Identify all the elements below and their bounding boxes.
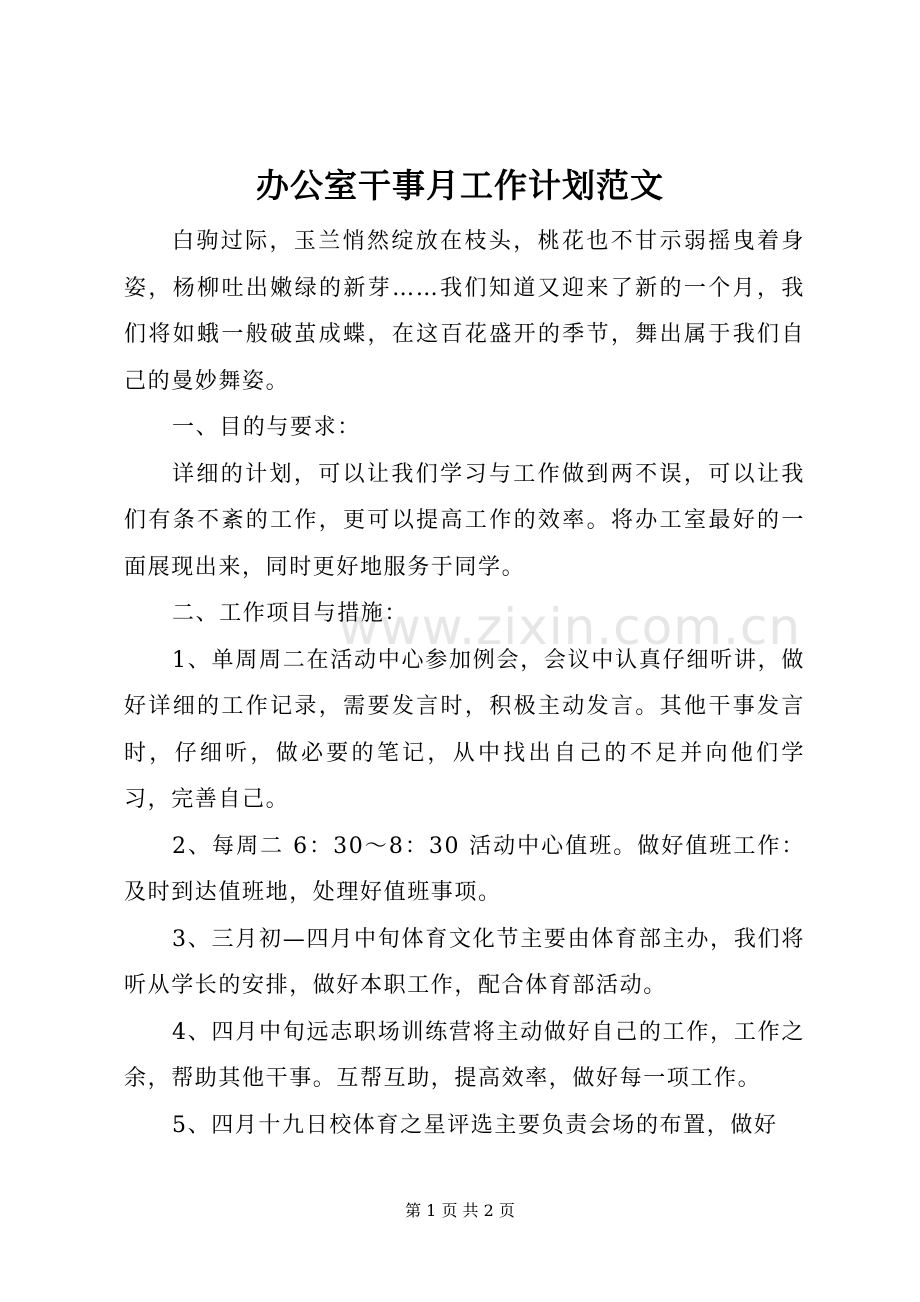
watermark: www.zixin.com.cn <box>338 598 802 656</box>
list-item-1: 1、单周周二在活动中心参加例会，会议中认真仔细听讲，做好详细的工作记录，需要发言时，积极主动发言。其他干事发言时，仔细听，做必要的笔记，从中找出自己的不足并向他们学习，完善自己。 <box>124 647 805 812</box>
section-heading-goals: 一、目的与要求： <box>172 415 361 440</box>
section-heading-measures: 二、工作项目与措施： <box>172 601 409 626</box>
page-footer: 第 1 页 共 2 页 <box>405 1201 515 1220</box>
document-title: 办公室干事月工作计划范文 <box>256 166 664 205</box>
list-item-3: 3、三月初—四月中旬体育文化节主要由体育部主办，我们将听从学长的安排，做好本职工作，配合体育部活动。 <box>124 926 805 998</box>
list-item-5: 5、四月十九日校体育之星评选主要负责会场的布置，做好 <box>172 1112 778 1138</box>
paragraph-goals: 详细的计划，可以让我们学习与工作做到两不误，可以让我们有条不紊的工作，更可以提高工作的效率。将办工室最好的一面展现出来，同时更好地服务于同学。 <box>124 461 805 580</box>
list-item-4: 4、四月中旬远志职场训练营将主动做好自己的工作，工作之余，帮助其他干事。互帮互助，提高效率，做好每一项工作。 <box>124 1019 805 1091</box>
document-body <box>124 219 805 1149</box>
list-item-2: 2、每周二 6：30～8：30 活动中心值班。做好值班工作：及时到达值班地，处理好值班事项。 <box>124 833 805 905</box>
paragraph-intro: 白驹过际，玉兰悄然绽放在枝头，桃花也不甘示弱摇曳着身姿，杨柳吐出嫩绿的新芽……我们知道又迎来了新的一个月，我们将如蛾一般破茧成蝶，在这百花盛开的季节，舞出属于我们自己的曼妙舞姿。 <box>124 229 805 394</box>
